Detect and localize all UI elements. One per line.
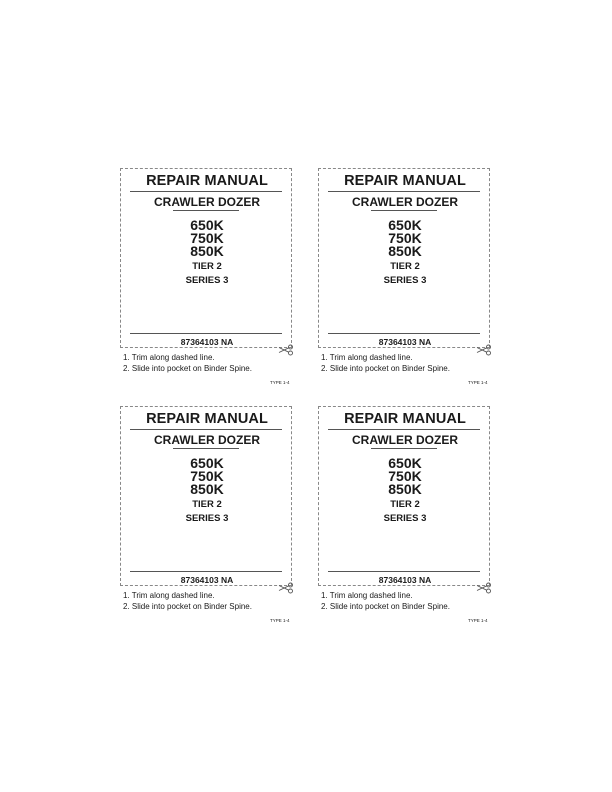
spine-label-card bbox=[318, 406, 518, 626]
instruction-step-1: 1. Trim along dashed line. bbox=[321, 591, 413, 600]
manual-title: REPAIR MANUAL bbox=[344, 411, 466, 427]
manual-title: REPAIR MANUAL bbox=[146, 411, 268, 427]
bottom-rule bbox=[328, 333, 480, 334]
instruction-step-1: 1. Trim along dashed line. bbox=[123, 591, 215, 600]
manual-title: REPAIR MANUAL bbox=[146, 173, 268, 189]
bottom-rule bbox=[328, 571, 480, 572]
model-750k: 750K bbox=[388, 468, 422, 484]
machine-type: CRAWLER DOZER bbox=[352, 195, 458, 209]
title-rule bbox=[328, 191, 480, 192]
spine-label-card bbox=[120, 406, 320, 626]
trim-instructions bbox=[123, 352, 252, 374]
dashed-cut-frame bbox=[318, 406, 490, 586]
type-label: TYPE 1-4 bbox=[270, 618, 290, 623]
type-label: TYPE 1-4 bbox=[468, 380, 488, 385]
trim-instructions bbox=[123, 590, 252, 612]
model-750k: 750K bbox=[190, 230, 224, 246]
tier-label: TIER 2 bbox=[192, 499, 222, 510]
instruction-step-2: 2. Slide into pocket on Binder Spine. bbox=[123, 364, 252, 373]
model-750k: 750K bbox=[190, 468, 224, 484]
model-list bbox=[319, 457, 491, 496]
title-rule bbox=[328, 429, 480, 430]
subtitle-rule bbox=[173, 448, 239, 449]
machine-type: CRAWLER DOZER bbox=[352, 433, 458, 447]
model-850k: 850K bbox=[388, 481, 422, 497]
series-label: SERIES 3 bbox=[383, 275, 427, 286]
type-label: TYPE 1-4 bbox=[468, 618, 488, 623]
model-650k: 650K bbox=[388, 217, 422, 233]
instruction-step-1: 1. Trim along dashed line. bbox=[321, 353, 413, 362]
model-750k: 750K bbox=[388, 230, 422, 246]
series-label: SERIES 3 bbox=[185, 275, 229, 286]
tier-label: TIER 2 bbox=[390, 261, 420, 272]
model-650k: 650K bbox=[388, 455, 422, 471]
model-850k: 850K bbox=[190, 243, 224, 259]
spine-label-card bbox=[120, 168, 320, 388]
subtitle-rule bbox=[173, 210, 239, 211]
scissors-icon bbox=[278, 582, 294, 594]
model-650k: 650K bbox=[190, 217, 224, 233]
subtitle-rule bbox=[371, 210, 437, 211]
instruction-step-1: 1. Trim along dashed line. bbox=[123, 353, 215, 362]
title-rule bbox=[130, 191, 282, 192]
model-850k: 850K bbox=[190, 481, 224, 497]
instruction-step-2: 2. Slide into pocket on Binder Spine. bbox=[321, 602, 450, 611]
type-label: TYPE 1-4 bbox=[270, 380, 290, 385]
part-number: 87364103 NA bbox=[180, 575, 234, 585]
dashed-cut-frame bbox=[120, 168, 292, 348]
scissors-icon bbox=[476, 582, 492, 594]
bottom-rule bbox=[130, 333, 282, 334]
part-number: 87364103 NA bbox=[378, 575, 432, 585]
machine-type: CRAWLER DOZER bbox=[154, 195, 260, 209]
tier-label: TIER 2 bbox=[192, 261, 222, 272]
instruction-step-2: 2. Slide into pocket on Binder Spine. bbox=[321, 364, 450, 373]
model-650k: 650K bbox=[190, 455, 224, 471]
tier-label: TIER 2 bbox=[390, 499, 420, 510]
instruction-step-2: 2. Slide into pocket on Binder Spine. bbox=[123, 602, 252, 611]
title-rule bbox=[130, 429, 282, 430]
scissors-icon bbox=[278, 344, 294, 356]
dashed-cut-frame bbox=[318, 168, 490, 348]
machine-type: CRAWLER DOZER bbox=[154, 433, 260, 447]
trim-instructions bbox=[321, 590, 450, 612]
model-list bbox=[121, 457, 293, 496]
dashed-cut-frame bbox=[120, 406, 292, 586]
part-number: 87364103 NA bbox=[180, 337, 234, 347]
trim-instructions bbox=[321, 352, 450, 374]
bottom-rule bbox=[130, 571, 282, 572]
part-number: 87364103 NA bbox=[378, 337, 432, 347]
spine-label-card bbox=[318, 168, 518, 388]
series-label: SERIES 3 bbox=[185, 513, 229, 524]
scissors-icon bbox=[476, 344, 492, 356]
subtitle-rule bbox=[371, 448, 437, 449]
manual-title: REPAIR MANUAL bbox=[344, 173, 466, 189]
model-list bbox=[319, 219, 491, 258]
model-850k: 850K bbox=[388, 243, 422, 259]
series-label: SERIES 3 bbox=[383, 513, 427, 524]
model-list bbox=[121, 219, 293, 258]
